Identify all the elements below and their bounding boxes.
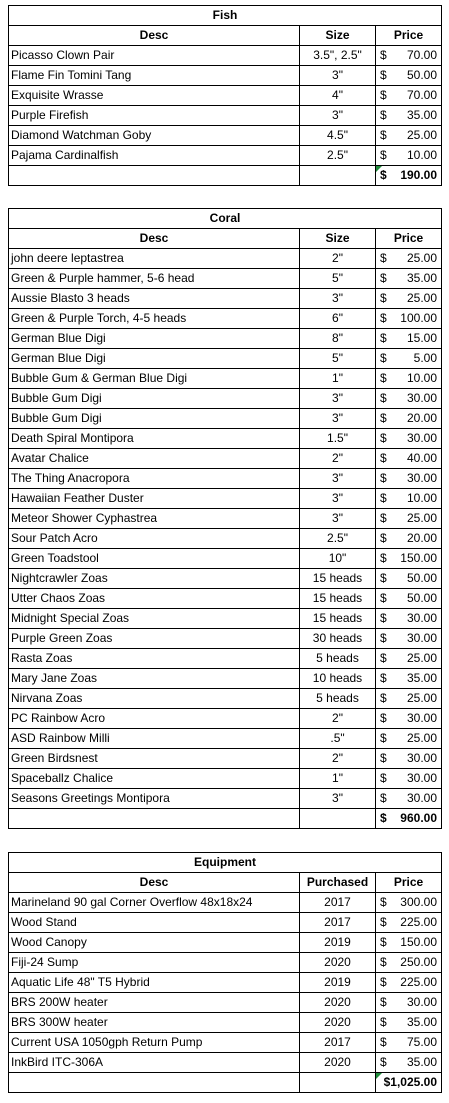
price-amount: 75.00 — [406, 1035, 437, 1049]
cell-size[interactable]: 2" — [300, 709, 376, 729]
currency-symbol: $ — [380, 331, 387, 345]
cell-desc[interactable]: Picasso Clown Pair — [9, 46, 300, 66]
price-amount: 225.00 — [400, 915, 437, 929]
currency-symbol: $ — [380, 351, 387, 365]
cell-desc[interactable]: InkBird ITC-306A — [9, 1053, 300, 1073]
cell-size[interactable]: 6" — [300, 309, 376, 329]
cell-price[interactable] — [376, 1013, 442, 1033]
cell-desc[interactable]: Green & Purple hammer, 5-6 head — [9, 269, 300, 289]
cell-desc[interactable]: Rasta Zoas — [9, 649, 300, 669]
cell-size[interactable]: 3" — [300, 469, 376, 489]
table-row — [9, 509, 442, 529]
price-amount: 30.00 — [406, 431, 437, 445]
cell-desc[interactable]: Diamond Watchman Goby — [9, 126, 300, 146]
cell-desc[interactable]: Death Spiral Montipora — [9, 429, 300, 449]
cell-size[interactable]: 2" — [300, 249, 376, 269]
coral-header-size[interactable]: Size — [300, 229, 376, 249]
cell-desc[interactable]: Seasons Greetings Montipora — [9, 789, 300, 809]
cell-price[interactable] — [376, 609, 442, 629]
cell-price[interactable] — [376, 993, 442, 1013]
cell-desc[interactable]: Aquatic Life 48" T5 Hybrid — [9, 973, 300, 993]
cell-desc[interactable]: Exquisite Wrasse — [9, 86, 300, 106]
cell-size[interactable]: 2.5" — [300, 529, 376, 549]
coral-total-blank2[interactable] — [300, 809, 376, 829]
cell-size[interactable]: 2.5" — [300, 146, 376, 166]
table-row — [9, 893, 442, 913]
table-row — [9, 1033, 442, 1053]
cell-size[interactable]: 30 heads — [300, 629, 376, 649]
cell-desc[interactable]: BRS 300W heater — [9, 1013, 300, 1033]
table-row — [9, 729, 442, 749]
cell-desc[interactable]: Current USA 1050gph Return Pump — [9, 1033, 300, 1053]
cell-purchased[interactable]: 2017 — [300, 1033, 376, 1053]
currency-symbol: $ — [380, 251, 387, 265]
cell-price[interactable] — [376, 709, 442, 729]
price-amount: 300.00 — [400, 895, 437, 909]
cell-price[interactable] — [376, 509, 442, 529]
cell-price[interactable] — [376, 893, 442, 913]
currency-symbol: $ — [380, 731, 387, 745]
cell-size[interactable]: 5" — [300, 269, 376, 289]
cell-price[interactable] — [376, 146, 442, 166]
currency-symbol: $ — [380, 915, 387, 929]
currency-symbol: $ — [380, 311, 387, 325]
cell-price[interactable] — [376, 86, 442, 106]
cell-purchased[interactable]: 2020 — [300, 953, 376, 973]
table-row — [9, 993, 442, 1013]
fish-header-desc[interactable]: Desc — [9, 26, 300, 46]
coral-table — [8, 208, 442, 829]
cell-desc[interactable]: German Blue Digi — [9, 349, 300, 369]
cell-desc[interactable]: Green & Purple Torch, 4-5 heads — [9, 309, 300, 329]
cell-price[interactable] — [376, 329, 442, 349]
price-amount: 250.00 — [400, 955, 437, 969]
table-row — [9, 289, 442, 309]
coral-header-desc[interactable]: Desc — [9, 229, 300, 249]
cell-size[interactable]: 3" — [300, 489, 376, 509]
currency-symbol: $ — [380, 491, 387, 505]
currency-symbol: $ — [380, 271, 387, 285]
currency-symbol: $ — [380, 691, 387, 705]
cell-price[interactable] — [376, 269, 442, 289]
price-amount: 30.00 — [406, 631, 437, 645]
cell-size[interactable]: 3" — [300, 66, 376, 86]
cell-size[interactable]: 3" — [300, 289, 376, 309]
table-row — [9, 609, 442, 629]
currency-symbol: $ — [380, 148, 387, 162]
cell-price[interactable] — [376, 389, 442, 409]
cell-desc[interactable]: john deere leptastrea — [9, 249, 300, 269]
table-row — [9, 449, 442, 469]
currency-symbol: $ — [380, 571, 387, 585]
price-amount: 30.00 — [406, 711, 437, 725]
currency-symbol: $ — [380, 1035, 387, 1049]
table-row — [9, 1053, 442, 1073]
cell-price[interactable] — [376, 309, 442, 329]
cell-purchased[interactable]: 2019 — [300, 933, 376, 953]
table-row — [9, 249, 442, 269]
cell-price[interactable] — [376, 953, 442, 973]
cell-price[interactable] — [376, 629, 442, 649]
price-amount: 50.00 — [407, 68, 438, 82]
cell-purchased[interactable]: 2020 — [300, 993, 376, 1013]
cell-size[interactable]: 4" — [300, 86, 376, 106]
cell-size[interactable]: 4.5" — [300, 126, 376, 146]
cell-size[interactable]: 3" — [300, 409, 376, 429]
cell-desc[interactable]: PC Rainbow Acro — [9, 709, 300, 729]
equipment-table — [8, 852, 442, 1093]
price-amount: 70.00 — [407, 48, 438, 62]
cell-size[interactable]: 1" — [300, 369, 376, 389]
cell-price[interactable] — [376, 449, 442, 469]
fish-header-price[interactable]: Price — [376, 26, 442, 46]
cell-desc[interactable]: Wood Canopy — [9, 933, 300, 953]
price-amount: 35.00 — [406, 1015, 437, 1029]
table-row — [9, 269, 442, 289]
cell-price[interactable] — [376, 126, 442, 146]
currency-symbol: $ — [380, 451, 387, 465]
currency-symbol: $ — [380, 671, 387, 685]
coral-title[interactable]: Coral — [9, 209, 442, 229]
cell-purchased[interactable]: 2019 — [300, 973, 376, 993]
price-amount: 50.00 — [406, 571, 437, 585]
table-row — [9, 589, 442, 609]
table-row — [9, 973, 442, 993]
fish-header-size[interactable]: Size — [300, 26, 376, 46]
price-amount: 50.00 — [406, 591, 437, 605]
cell-price[interactable] — [376, 1053, 442, 1073]
table-row — [9, 46, 442, 66]
price-amount: 30.00 — [406, 391, 437, 405]
cell-price[interactable] — [376, 289, 442, 309]
price-amount: 30.00 — [406, 995, 437, 1009]
currency-symbol: $ — [380, 551, 387, 565]
cell-size[interactable]: 5 heads — [300, 689, 376, 709]
cell-desc[interactable]: Pajama Cardinalfish — [9, 146, 300, 166]
cell-size[interactable]: 8" — [300, 329, 376, 349]
cell-desc[interactable]: Midnight Special Zoas — [9, 609, 300, 629]
price-amount: 100.00 — [400, 311, 437, 325]
price-amount: 35.00 — [407, 108, 438, 122]
table-row — [9, 106, 442, 126]
table-row — [9, 549, 442, 569]
currency-symbol: $ — [380, 995, 387, 1009]
cell-desc[interactable]: Purple Green Zoas — [9, 629, 300, 649]
cell-price[interactable] — [376, 369, 442, 389]
table-row — [9, 749, 442, 769]
cell-desc[interactable]: Bubble Gum Digi — [9, 389, 300, 409]
cell-price[interactable] — [376, 729, 442, 749]
table-row — [9, 389, 442, 409]
table-row — [9, 309, 442, 329]
currency-symbol: $ — [380, 935, 387, 949]
cell-purchased[interactable]: 2017 — [300, 913, 376, 933]
table-row — [9, 1013, 442, 1033]
currency-symbol: $ — [380, 68, 387, 82]
cell-size[interactable]: 10 heads — [300, 669, 376, 689]
price-amount: 10.00 — [406, 491, 437, 505]
cell-desc[interactable]: Aussie Blasto 3 heads — [9, 289, 300, 309]
cell-price[interactable] — [376, 349, 442, 369]
price-amount: 20.00 — [406, 531, 437, 545]
cell-desc[interactable]: Flame Fin Tomini Tang — [9, 66, 300, 86]
cell-purchased[interactable]: 2020 — [300, 1053, 376, 1073]
cell-desc[interactable]: German Blue Digi — [9, 329, 300, 349]
cell-size[interactable]: 15 heads — [300, 589, 376, 609]
currency-symbol: $ — [380, 771, 387, 785]
cell-desc[interactable]: Bubble Gum & German Blue Digi — [9, 369, 300, 389]
cell-price[interactable] — [376, 489, 442, 509]
cell-price[interactable] — [376, 973, 442, 993]
currency-symbol: $ — [380, 391, 387, 405]
table-row — [9, 569, 442, 589]
fish-section — [8, 5, 441, 186]
currency-symbol: $ — [380, 631, 387, 645]
currency-symbol: $ — [380, 108, 387, 122]
price-amount: 225.00 — [400, 975, 437, 989]
cell-price[interactable] — [376, 409, 442, 429]
fish-table — [8, 5, 442, 186]
cell-price[interactable] — [376, 749, 442, 769]
price-amount: 5.00 — [413, 351, 437, 365]
table-row — [9, 409, 442, 429]
price-amount: 25.00 — [406, 291, 437, 305]
cell-price[interactable] — [376, 933, 442, 953]
coral-total-blank[interactable] — [9, 809, 300, 829]
cell-desc[interactable]: Wood Stand — [9, 913, 300, 933]
cell-desc[interactable]: Green Toadstool — [9, 549, 300, 569]
currency-symbol: $ — [380, 88, 387, 102]
table-row — [9, 369, 442, 389]
cell-price[interactable] — [376, 1033, 442, 1053]
fish-total-blank2[interactable] — [300, 166, 376, 186]
table-row — [9, 913, 442, 933]
cell-price[interactable] — [376, 569, 442, 589]
price-amount: 35.00 — [406, 671, 437, 685]
price-amount: 25.00 — [406, 691, 437, 705]
cell-size[interactable]: 15 heads — [300, 569, 376, 589]
cell-size[interactable]: 2" — [300, 449, 376, 469]
table-row — [9, 146, 442, 166]
currency-symbol: $ — [380, 431, 387, 445]
price-amount: 25.00 — [406, 731, 437, 745]
equipment-header-purchased[interactable]: Purchased — [300, 873, 376, 893]
cell-price[interactable] — [376, 106, 442, 126]
cell-price[interactable] — [376, 789, 442, 809]
price-amount: 70.00 — [407, 88, 438, 102]
cell-desc[interactable]: ASD Rainbow Milli — [9, 729, 300, 749]
price-amount: 40.00 — [406, 451, 437, 465]
cell-desc[interactable]: Hawaiian Feather Duster — [9, 489, 300, 509]
table-row — [9, 933, 442, 953]
price-amount: 10.00 — [407, 148, 438, 162]
table-row — [9, 769, 442, 789]
cell-desc[interactable]: Sour Patch Acro — [9, 529, 300, 549]
cell-size[interactable]: 5 heads — [300, 649, 376, 669]
cell-price[interactable] — [376, 589, 442, 609]
table-row — [9, 709, 442, 729]
table-row — [9, 66, 442, 86]
currency-symbol: $ — [380, 791, 387, 805]
cell-price[interactable] — [376, 46, 442, 66]
cell-size[interactable]: 3" — [300, 389, 376, 409]
currency-symbol: $ — [380, 411, 387, 425]
cell-size[interactable]: 3" — [300, 106, 376, 126]
cell-desc[interactable]: Mary Jane Zoas — [9, 669, 300, 689]
table-row — [9, 469, 442, 489]
currency-symbol: $ — [380, 531, 387, 545]
equipment-total-price[interactable]: $1,025.00 — [376, 1073, 442, 1093]
cell-price[interactable] — [376, 769, 442, 789]
cell-price[interactable] — [376, 913, 442, 933]
price-amount: 150.00 — [400, 551, 437, 565]
price-amount: 30.00 — [406, 791, 437, 805]
table-row — [9, 689, 442, 709]
cell-desc[interactable]: Marineland 90 gal Corner Overflow 48x18x24 — [9, 893, 300, 913]
equipment-total-blank[interactable] — [9, 1073, 300, 1093]
price-amount: 35.00 — [406, 1055, 437, 1069]
currency-symbol: $ — [380, 1015, 387, 1029]
table-row — [9, 86, 442, 106]
currency-symbol: $ — [380, 651, 387, 665]
cell-size[interactable]: 10" — [300, 549, 376, 569]
cell-size[interactable]: .5" — [300, 729, 376, 749]
cell-desc[interactable]: Meteor Shower Cyphastrea — [9, 509, 300, 529]
table-row — [9, 126, 442, 146]
equipment-total-blank2[interactable] — [300, 1073, 376, 1093]
table-row — [9, 649, 442, 669]
coral-total-price[interactable]: $ 960.00 — [376, 809, 442, 829]
currency-symbol: $ — [380, 291, 387, 305]
cell-desc[interactable]: Green Birdsnest — [9, 749, 300, 769]
cell-desc[interactable]: Spaceballz Chalice — [9, 769, 300, 789]
cell-size[interactable]: 15 heads — [300, 609, 376, 629]
cell-desc[interactable]: Bubble Gum Digi — [9, 409, 300, 429]
currency-symbol: $ — [380, 128, 387, 142]
cell-desc[interactable]: Nirvana Zoas — [9, 689, 300, 709]
table-row — [9, 789, 442, 809]
currency-symbol: $ — [380, 511, 387, 525]
currency-symbol: $ — [380, 895, 387, 909]
equipment-header-desc[interactable]: Desc — [9, 873, 300, 893]
cell-price[interactable] — [376, 549, 442, 569]
cell-size[interactable]: 1.5" — [300, 429, 376, 449]
equipment-title[interactable]: Equipment — [9, 853, 442, 873]
currency-symbol: $ — [380, 591, 387, 605]
cell-price[interactable] — [376, 669, 442, 689]
cell-desc[interactable]: BRS 200W heater — [9, 993, 300, 1013]
table-row — [9, 669, 442, 689]
cell-purchased[interactable]: 2020 — [300, 1013, 376, 1033]
cell-size[interactable]: 3" — [300, 789, 376, 809]
price-amount: 10.00 — [406, 371, 437, 385]
price-amount: 25.00 — [407, 128, 438, 142]
cell-size[interactable]: 5" — [300, 349, 376, 369]
cell-desc[interactable]: The Thing Anacropora — [9, 469, 300, 489]
table-row — [9, 329, 442, 349]
price-amount: 35.00 — [406, 271, 437, 285]
cell-price[interactable] — [376, 249, 442, 269]
table-row — [9, 429, 442, 449]
equipment-section — [8, 852, 441, 1093]
fish-title[interactable]: Fish — [9, 6, 442, 26]
cell-price[interactable] — [376, 429, 442, 449]
table-row — [9, 953, 442, 973]
currency-symbol: $ — [380, 471, 387, 485]
currency-symbol: $ — [380, 48, 387, 62]
price-amount: 25.00 — [406, 651, 437, 665]
table-row — [9, 529, 442, 549]
cell-price[interactable] — [376, 689, 442, 709]
currency-symbol: $ — [380, 955, 387, 969]
table-row — [9, 629, 442, 649]
price-amount: 30.00 — [406, 611, 437, 625]
currency-symbol: $ — [380, 1055, 387, 1069]
cell-size[interactable]: 3" — [300, 509, 376, 529]
table-row — [9, 489, 442, 509]
cell-desc[interactable]: Purple Firefish — [9, 106, 300, 126]
cell-size[interactable]: 3.5", 2.5" — [300, 46, 376, 66]
price-amount: 30.00 — [406, 771, 437, 785]
fish-total-price[interactable]: $ 190.00 — [376, 166, 442, 186]
price-amount: 15.00 — [406, 331, 437, 345]
price-amount: 150.00 — [400, 935, 437, 949]
price-amount: 30.00 — [406, 751, 437, 765]
coral-header-price[interactable]: Price — [376, 229, 442, 249]
cell-desc[interactable]: Avatar Chalice — [9, 449, 300, 469]
currency-symbol: $ — [380, 711, 387, 725]
currency-symbol: $ — [380, 371, 387, 385]
cell-desc[interactable]: Nightcrawler Zoas — [9, 569, 300, 589]
price-amount: 20.00 — [406, 411, 437, 425]
cell-desc[interactable]: Utter Chaos Zoas — [9, 589, 300, 609]
cell-desc[interactable]: Fiji-24 Sump — [9, 953, 300, 973]
equipment-header-price[interactable]: Price — [376, 873, 442, 893]
cell-price[interactable] — [376, 66, 442, 86]
cell-price[interactable] — [376, 469, 442, 489]
currency-symbol: $ — [380, 751, 387, 765]
price-amount: 30.00 — [406, 471, 437, 485]
cell-price[interactable] — [376, 649, 442, 669]
price-amount: 25.00 — [406, 511, 437, 525]
currency-symbol: $ — [380, 611, 387, 625]
fish-total-blank[interactable] — [9, 166, 300, 186]
currency-symbol: $ — [380, 975, 387, 989]
coral-section — [8, 208, 441, 829]
cell-purchased[interactable]: 2017 — [300, 893, 376, 913]
table-row — [9, 349, 442, 369]
price-amount: 25.00 — [406, 251, 437, 265]
cell-price[interactable] — [376, 529, 442, 549]
cell-size[interactable]: 1" — [300, 769, 376, 789]
cell-size[interactable]: 2" — [300, 749, 376, 769]
